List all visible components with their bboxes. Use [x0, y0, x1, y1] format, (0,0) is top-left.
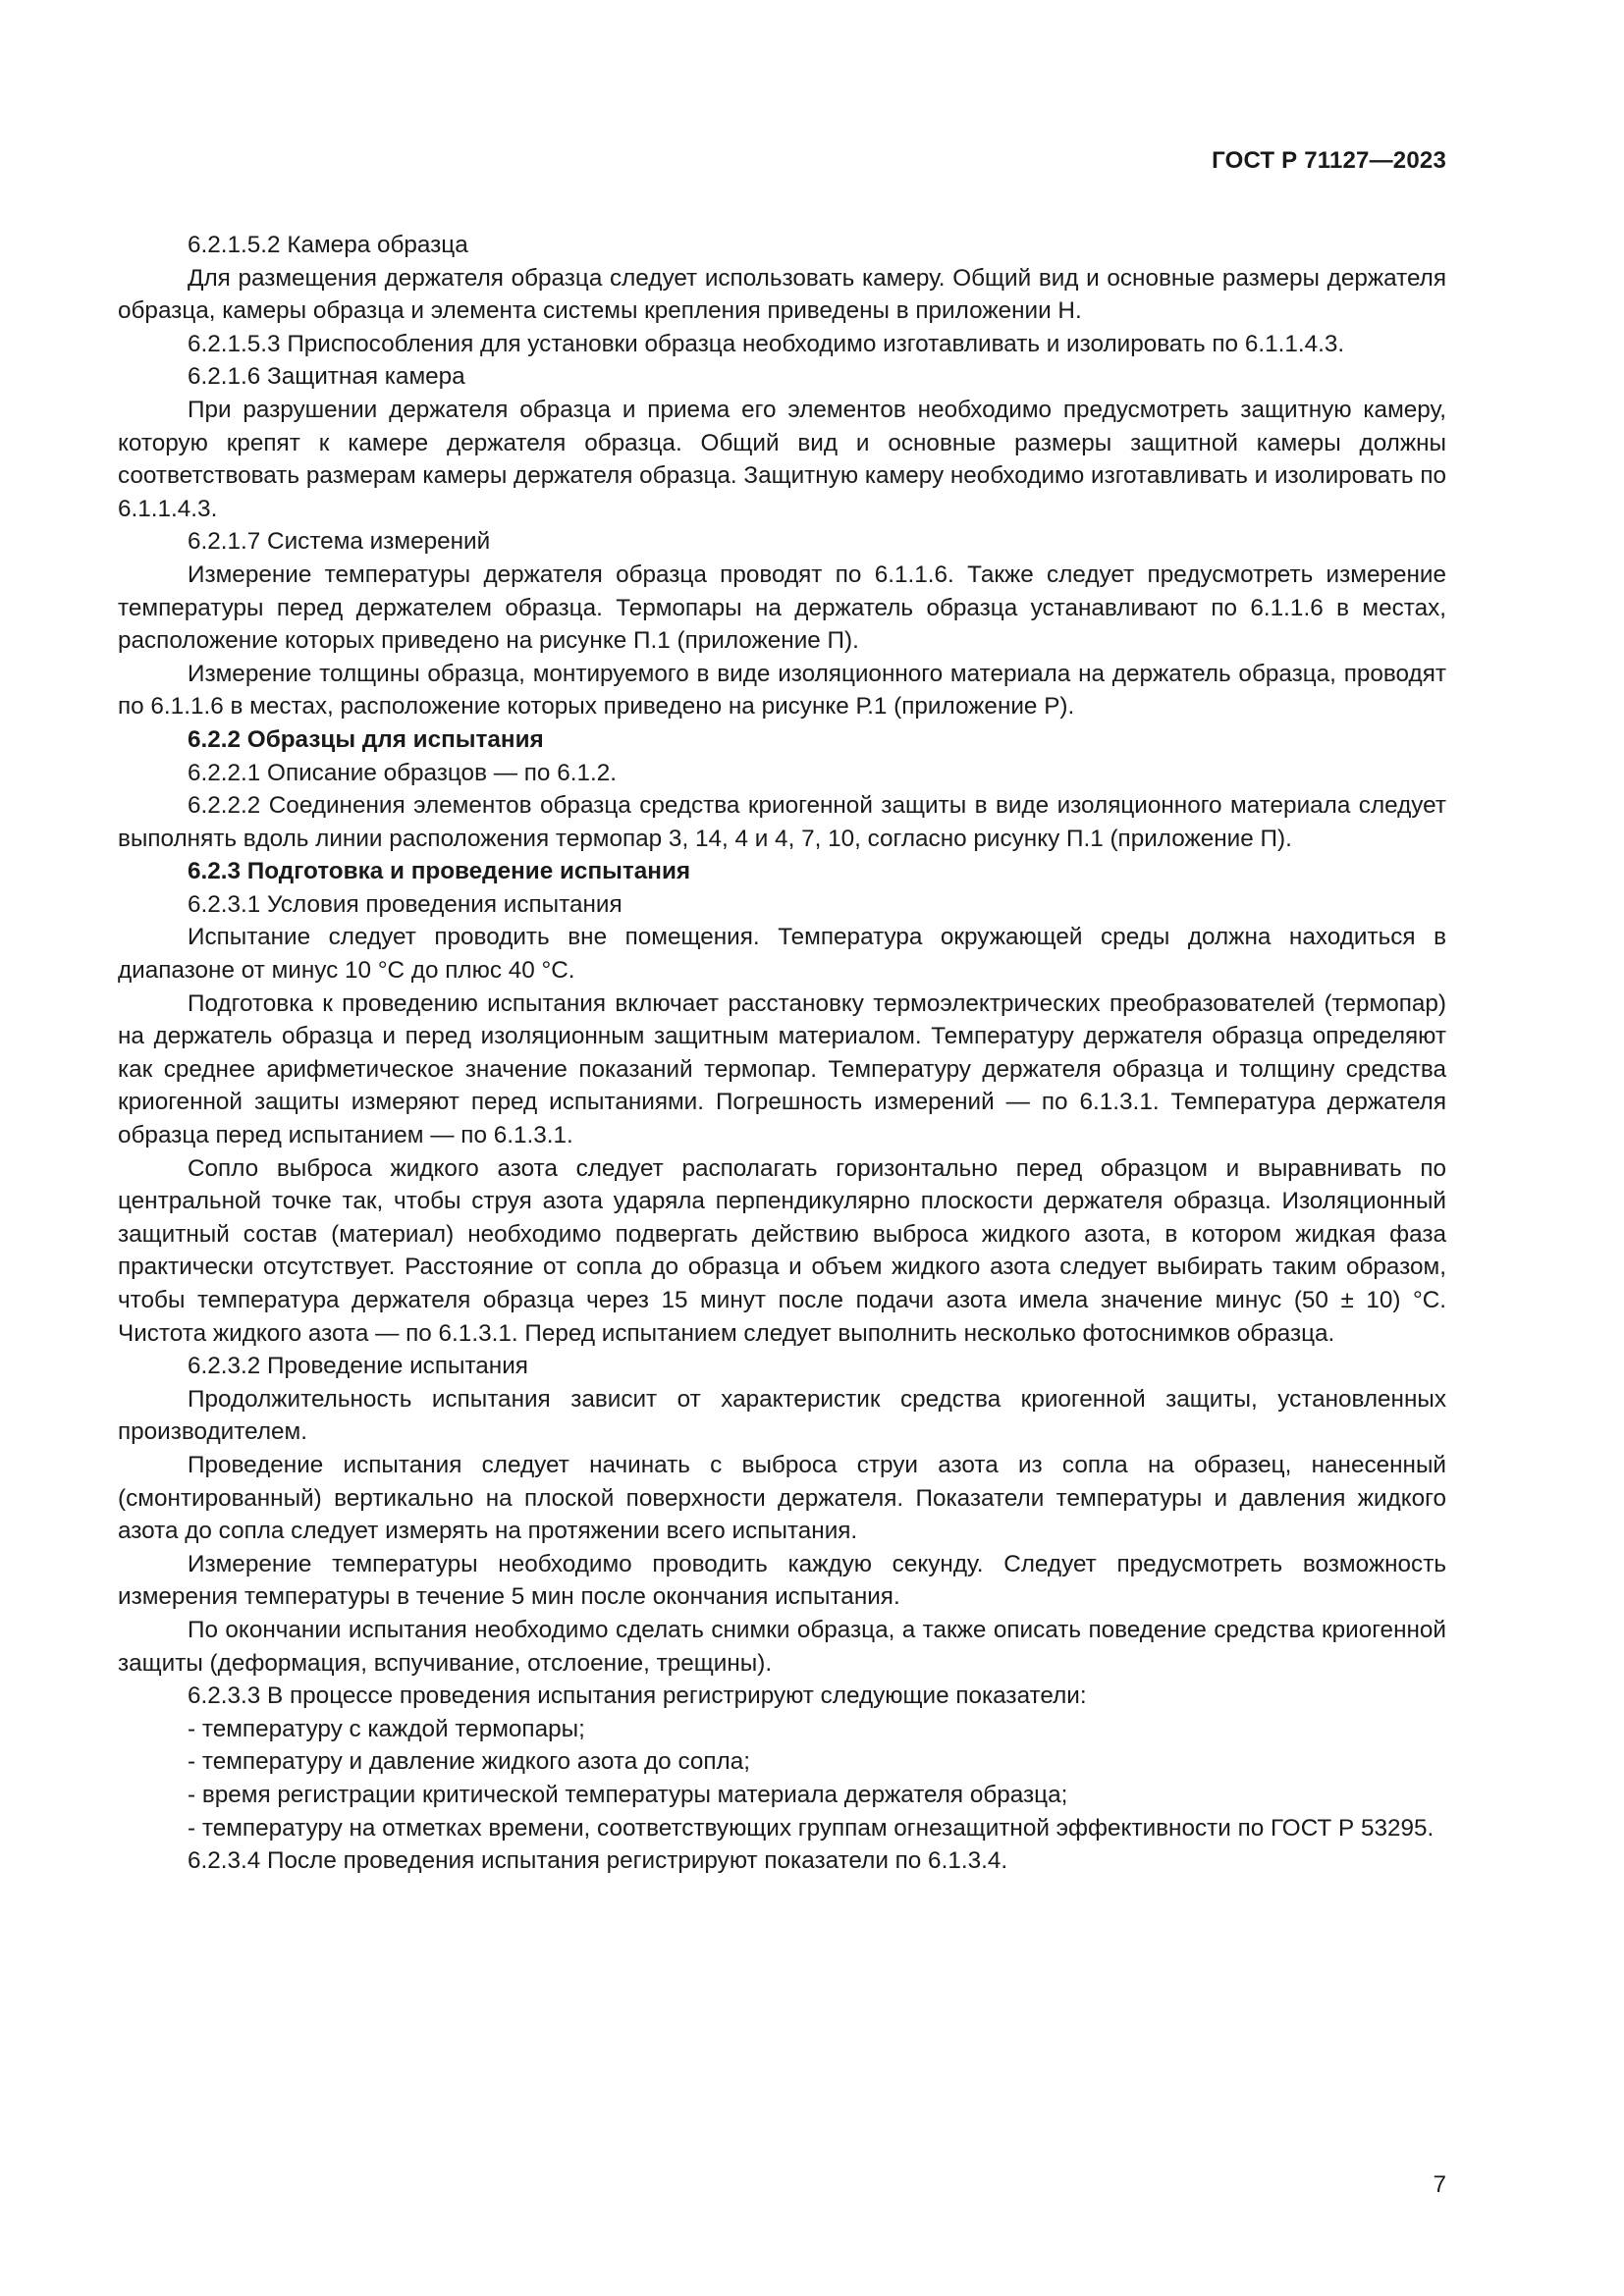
paragraph: 6.2.2.1 Описание образцов — по 6.1.2. [188, 759, 617, 786]
paragraph: 6.2.3.4 После проведения испытания регистрируют показатели по 6.1.3.4. [188, 1847, 1008, 1875]
paragraph: Продолжительность испытания зависит от характеристик средства криогенной защиты, установленных производителем. [118, 1385, 1446, 1446]
paragraph: Подготовка к проведению испытания включает расстановку термоэлектрических преобразователей (термопар) на держатель образца и перед изоляционным защитным материалом. Температуру держателя образца определяют как среднее арифметическое значение показаний термопар. Температуру держателя образца и толщину средства криогенной защиты измеряют перед испытаниями. Погрешность измерений — по 6.1.3.1. Температура держателя образца перед испытанием — по 6.1.3.1. [118, 989, 1446, 1149]
paragraph: 6.2.3.1 Условия проведения испытания [188, 890, 623, 918]
section-heading: 6.2.2 Образцы для испытания [188, 725, 544, 753]
section-heading: 6.2.3 Подготовка и проведение испытания [188, 858, 691, 885]
paragraph: Для размещения держателя образца следует использовать камеру. Общий вид и основные размеры держателя образца, камеры образца и элемента системы крепления приведены в приложении Н. [118, 264, 1446, 325]
paragraph: 6.2.2.2 Соединения элементов образца средства криогенной защиты в виде изоляционного материала следует выполнять вдоль линии расположения термопар 3, 14, 4 и 4, 7, 10, согласно рисунку П.1 (приложение П). [118, 792, 1446, 852]
list-item: - температуру с каждой термопары; [188, 1715, 585, 1742]
paragraph: Измерение толщины образца, монтируемого в виде изоляционного материала на держатель образца, проводят по 6.1.1.6 в местах, расположение которых приведено на рисунке Р.1 (приложение Р). [118, 660, 1446, 721]
paragraph: 6.2.1.7 Система измерений [188, 528, 491, 556]
paragraph: Сопло выброса жидкого азота следует располагать горизонтально перед образцом и выравнивать по центральной точке так, чтобы струя азота ударяла перпендикулярно плоскости держателя образца. Изоляционный защитный состав (материал) необходимо подвергать действию выброса жидкого азота, в котором жидкая фаза практически отсутствует. Расстояние от сопла до образца и объем жидкого азота следует выбирать таким образом, чтобы температура держателя образца через 15 минут после подачи азота имела значение минус (50 ± 10) °С. Чистота жидкого азота — по 6.1.3.1. Перед испытанием следует выполнить несколько фотоснимков образца. [118, 1154, 1446, 1347]
paragraph: По окончании испытания необходимо сделать снимки образца, а также описать поведение средства криогенной защиты (деформация, вспучивание, отслоение, трещины). [118, 1616, 1446, 1677]
list-item: - температуру на отметках времени, соответствующих группам огнезащитной эффективности по ГОСТ Р 53295. [188, 1814, 1435, 1842]
page-number: 7 [1433, 2171, 1446, 2198]
paragraph: 6.2.3.3 В процессе проведения испытания регистрируют следующие показатели: [188, 1682, 1087, 1710]
list-item: - температуру и давление жидкого азота до сопла; [188, 1748, 750, 1776]
document-body [118, 229, 1446, 1878]
paragraph: Проведение испытания следует начинать с выброса струи азота из сопла на образец, нанесенный (смонтированный) вертикально на плоской поверхности держателя. Показатели температуры и давления жидкого азота до сопла следует измерять на протяжении всего испытания. [118, 1451, 1446, 1545]
paragraph: При разрушении держателя образца и приема его элементов необходимо предусмотреть защитную камеру, которую крепят к камере держателя образца. Общий вид и основные размеры защитной камеры должны соответствовать размерам камеры держателя образца. Защитную камеру необходимо изготавливать и изолировать по 6.1.1.4.3. [118, 396, 1446, 522]
paragraph: 6.2.1.6 Защитная камера [188, 363, 465, 391]
paragraph: 6.2.1.5.2 Камера образца [188, 232, 468, 258]
paragraph: Измерение температуры необходимо проводить каждую секунду. Следует предусмотреть возможность измерения температуры в течение 5 мин после окончания испытания. [118, 1550, 1446, 1611]
paragraph: Измерение температуры держателя образца проводят по 6.1.1.6. Также следует предусмотреть измерение температуры перед держателем образца. Термопары на держатель образца устанавливают по 6.1.1.6 в местах, расположение которых приведено на рисунке П.1 (приложение П). [118, 561, 1446, 655]
paragraph: Испытание следует проводить вне помещения. Температура окружающей среды должна находиться в диапазоне от минус 10 °С до плюс 40 °С. [118, 924, 1446, 985]
document-code-header: ГОСТ Р 71127—2023 [1212, 147, 1446, 174]
paragraph: 6.2.3.2 Проведение испытания [188, 1353, 528, 1380]
list-item: - время регистрации критической температуры материала держателя образца; [188, 1781, 1068, 1808]
paragraph: 6.2.1.5.3 Приспособления для установки образца необходимо изготавливать и изолировать по 6.1.1.4.3. [188, 330, 1345, 357]
